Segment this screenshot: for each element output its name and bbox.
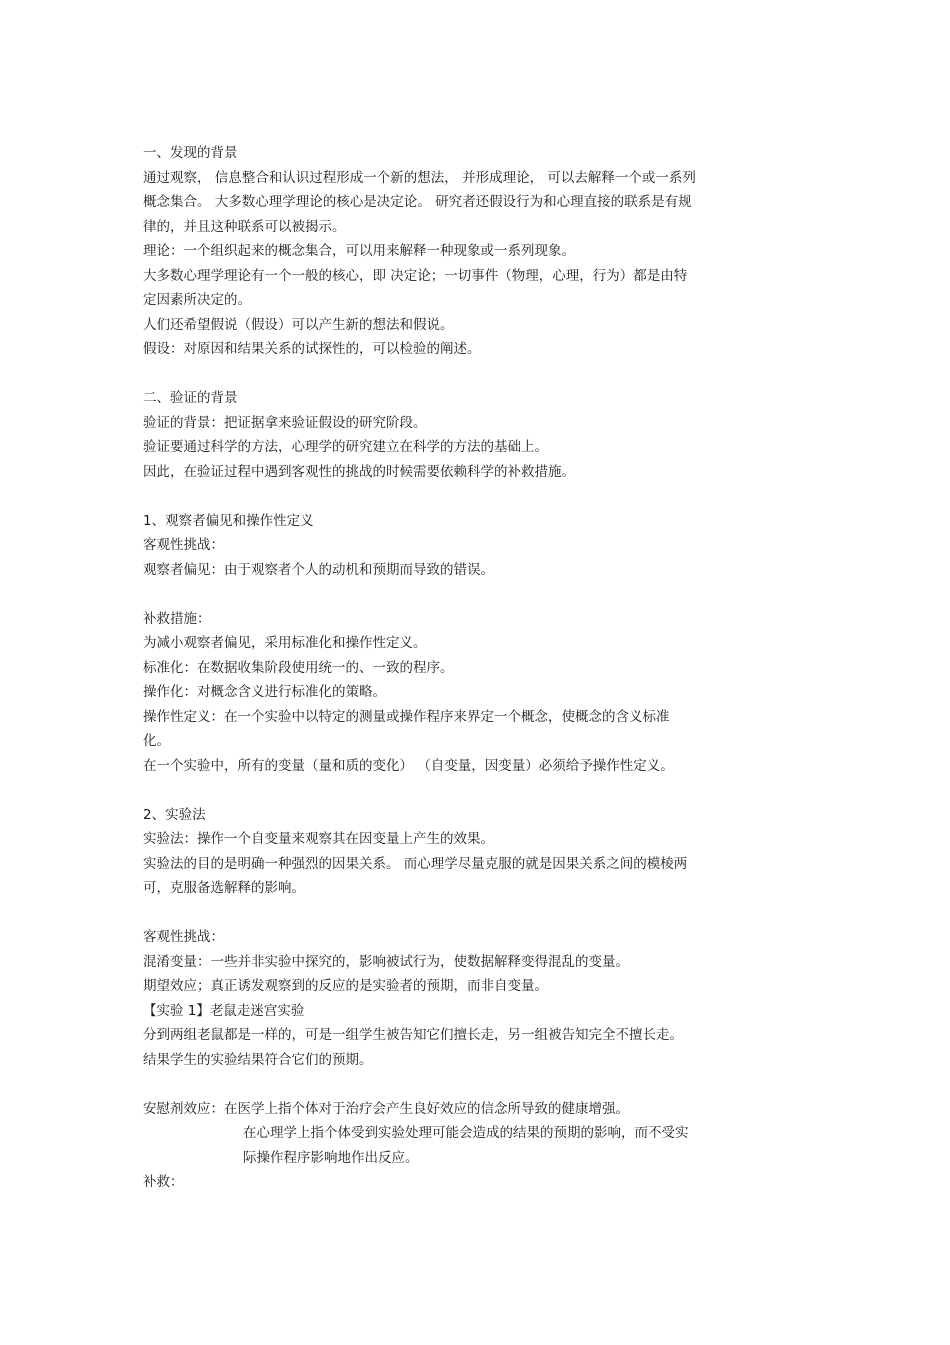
heading-observer-bias: 1、观察者偏见和操作性定义 [143,512,314,529]
paragraph-line: 混淆变量：一些并非实验中探究的，影响被试行为，使数据解释变得混乱的变量。 [143,953,629,970]
heading-experiment-method: 2、实验法 [143,806,206,823]
paragraph-line: 可，克服备选解释的影响。 [143,880,305,896]
paragraph-line: 通过观察， 信息整合和认识过程形成一个新的想法， 并形成理论， 可以去解释一个或一系列 [143,169,696,186]
paragraph-line: 操作化：对概念含义进行标准化的策略。 [143,684,386,700]
blank-line [143,362,803,387]
paragraph-line: 验证的背景：把证据拿来验证假设的研究阶段。 [143,414,427,431]
document-body [143,141,803,1195]
paragraph-line: 实验法：操作一个自变量来观察其在因变量上产生的效果。 [143,831,494,847]
paragraph-line: 因此，在验证过程中遇到客观性的挑战的时候需要依赖科学的补救措施。 [143,463,575,480]
paragraph-line: 标准化：在数据收集阶段使用统一的、一致的程序。 [143,659,454,676]
blank-line [143,778,803,803]
blank-line [143,901,803,926]
blank-line [143,484,803,509]
heading-verification-background: 二、验证的背景 [143,390,238,406]
paragraph-line: 为减小观察者偏见，采用标准化和操作性定义。 [143,635,427,651]
paragraph-line: 观察者偏见：由于观察者个人的动机和预期而导致的错误。 [143,561,494,578]
paragraph-line: 大多数心理学理论有一个一般的核心，即 决定论；一切事件（物理，心理，行为）都是由特 [143,267,688,284]
paragraph-line: 客观性挑战： [143,929,224,945]
paragraph-line: 定因素所决定的。 [143,292,251,308]
paragraph-line: 客观性挑战： [143,537,224,553]
paragraph-line: 概念集合。 大多数心理学理论的核心是决定论。 研究者还假设行为和心理直接的联系是有规 [143,194,692,210]
heading-discovery-background: 一、发现的背景 [143,145,238,161]
paragraph-line: 结果学生的实验结果符合它们的预期。 [143,1051,373,1068]
paragraph-line: 期望效应；真正诱发观察到的反应的是实验者的预期，而非自变量。 [143,978,548,994]
blank-line [143,582,803,607]
paragraph-line: 安慰剂效应：在医学上指个体对于治疗会产生良好效应的信念所导致的健康增强。 [143,1100,629,1117]
paragraph-line: 实验法的目的是明确一种强烈的因果关系。 而心理学尽量克服的就是因果关系之间的模棱两 [143,855,688,872]
paragraph-line: 化。 [143,733,170,749]
paragraph-line: 假设：对原因和结果关系的试探性的，可以检验的阐述。 [143,341,481,357]
indented-paragraph-line: 际操作程序影响地作出反应。 [243,1149,419,1166]
paragraph-line: 验证要通过科学的方法，心理学的研究建立在科学的方法的基础上。 [143,439,548,455]
paragraph-line: 人们还希望假说（假设）可以产生新的想法和假说。 [143,316,454,333]
indented-paragraph-line: 在心理学上指个体受到实验处理可能会造成的结果的预期的影响，而不受实 [243,1125,689,1141]
blank-line [143,1072,803,1097]
paragraph-line: 理论：一个组织起来的概念集合，可以用来解释一种现象或一系列现象。 [143,243,575,259]
paragraph-line: 操作性定义：在一个实验中以特定的测量或操作程序来界定一个概念，使概念的含义标准 [143,708,670,725]
experiment-1-title: 【实验 1】老鼠走迷宫实验 [143,1002,305,1019]
paragraph-line: 补救： [143,1174,184,1190]
paragraph-line: 在一个实验中，所有的变量（量和质的变化） （自变量，因变量）必须给予操作性定义。 [143,757,674,774]
paragraph-line: 律的，并且这种联系可以被揭示。 [143,218,346,235]
paragraph-line: 分到两组老鼠都是一样的，可是一组学生被告知它们擅长走，另一组被告知完全不擅长走。 [143,1027,683,1043]
paragraph-line: 补救措施： [143,610,211,627]
